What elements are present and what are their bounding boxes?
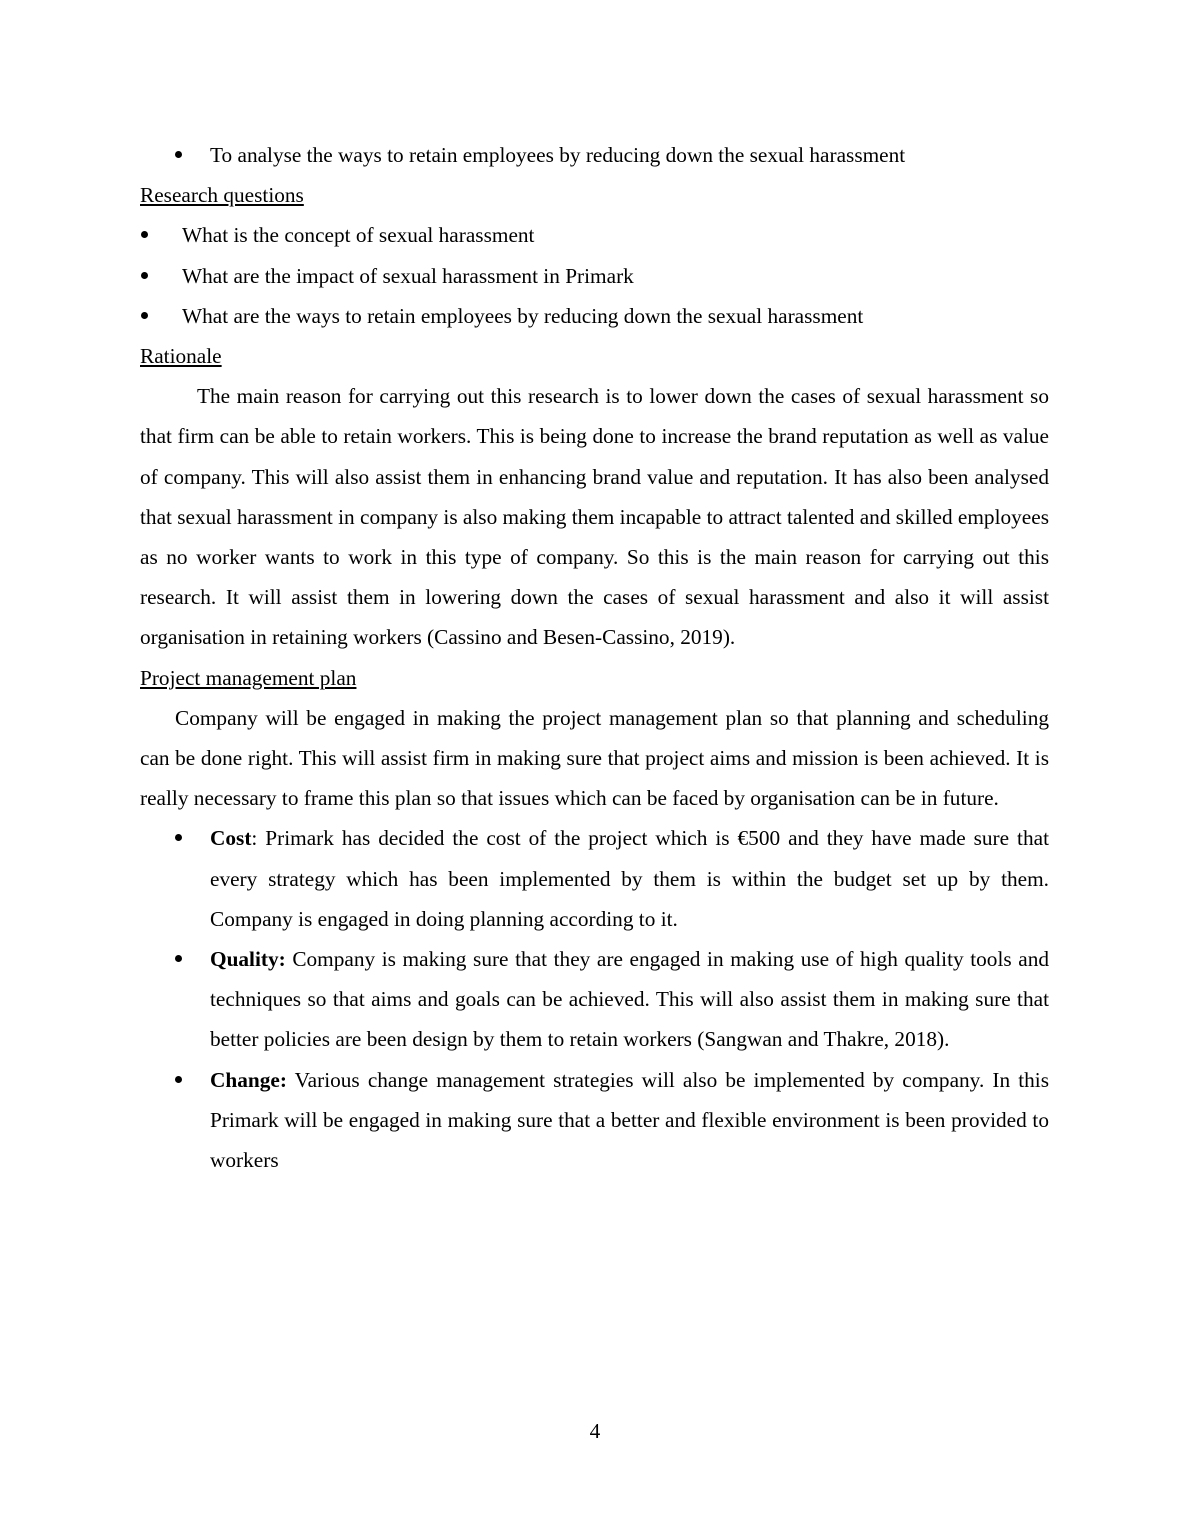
plan-item-term: Cost	[210, 826, 252, 851]
plan-item-text: Various change management strategies will also be implemented by company. In this Primark will be engaged in making sure that a better and flexible environment is been provided to workers	[210, 1067, 1049, 1173]
bullet-icon	[175, 151, 182, 158]
plan-item-term: Quality:	[210, 947, 286, 972]
page-number: 4	[589, 1419, 601, 1443]
plan-item-text: Company is making sure that they are engaged in making use of high quality tools and techniques so that aims and goals can be achieved. This will also assist them in making sure that better policies are been design by them to retain workers (Sangwan and Thakre, 2018).	[210, 947, 1049, 1052]
bullet-icon	[141, 272, 148, 279]
research-question-item	[140, 215, 1049, 255]
research-question-text: What are the impact of sexual harassment in Primark	[182, 263, 634, 288]
bullet-icon	[175, 834, 182, 841]
plan-item-cost	[140, 818, 1049, 939]
bullet-icon	[141, 231, 148, 238]
research-question-text: What are the ways to retain employees by reducing down the sexual harassment	[182, 303, 864, 328]
project-plan-heading: Project management plan	[140, 665, 357, 690]
plan-item-quality	[140, 939, 1049, 1060]
plan-item-text: Primark has decided the cost of the project which is €500 and they have made sure that every strategy which has been implemented by them is within the budget set up by them. Company is engaged in doing planning according to it.	[210, 826, 1049, 931]
research-question-text: What is the concept of sexual harassment	[182, 223, 535, 248]
plan-item-separator: :	[251, 826, 258, 851]
bullet-icon	[141, 312, 148, 319]
bullet-icon	[175, 955, 182, 962]
rationale-paragraph: The main reason for carrying out this research is to lower down the cases of sexual harassment so that firm can be able to retain workers. This is being done to increase the brand reputation as well as value of company. This will also assist them in enhancing brand value and reputation. It has also been analysed that sexual harassment in company is also making them incapable to attract talented and skilled employees as no worker wants to work in this type of company. So this is the main reason for carrying out this research. It will assist them in lowering down the cases of sexual harassment and also it will assist organisation in retaining workers (Cassino and Besen-Cassino, 2019).	[140, 384, 1049, 650]
project-plan-paragraph: Company will be engaged in making the project management plan so that planning and scheduling can be done right. This will assist firm in making sure that project aims and mission is been achieved. It is really necessary to frame this plan so that issues which can be faced by organisation can be in future.	[140, 705, 1049, 811]
rationale-heading: Rationale	[140, 344, 222, 368]
research-questions-heading: Research questions	[140, 183, 304, 208]
page-content	[140, 135, 1049, 1180]
objective-list-item	[140, 135, 1049, 175]
objective-text: To analyse the ways to retain employees by reducing down the sexual harassment	[210, 143, 906, 167]
bullet-icon	[175, 1076, 182, 1083]
research-question-item	[140, 296, 1049, 336]
plan-item-change	[140, 1060, 1049, 1181]
research-question-item	[140, 256, 1049, 296]
plan-item-term: Change:	[210, 1067, 287, 1092]
